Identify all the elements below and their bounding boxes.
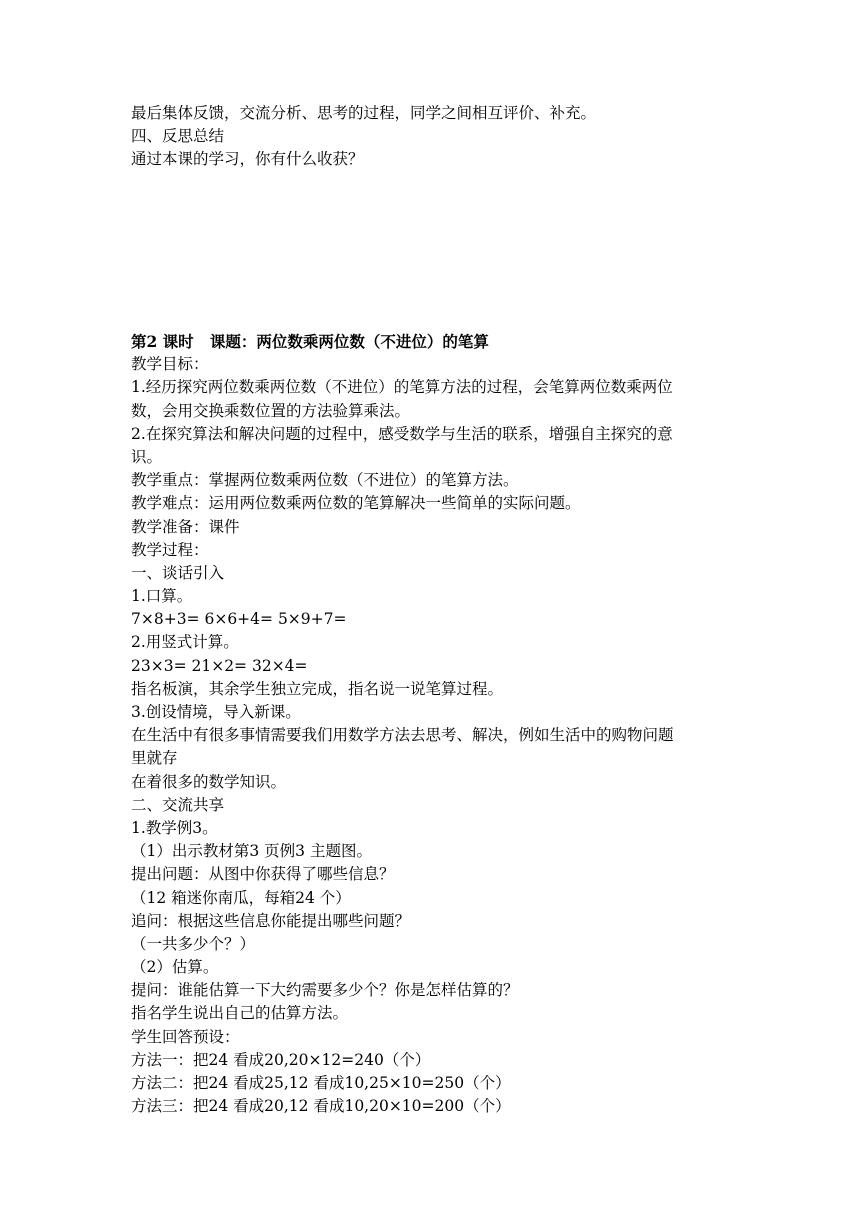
lesson-heading: 第2 课时 课题：两位数乘两位数（不进位）的笔算: [131, 332, 489, 351]
text-line: 3.创设情境，导入新课。: [131, 703, 301, 721]
text-line: 数，会用交换乘数位置的方法验算乘法。: [131, 401, 411, 420]
text-line: （1）出示教材第3 页例3 主题图。: [131, 842, 372, 861]
text-line: 在生活中有很多事情需要我们用数学方法去思考、解决，例如生活中的购物问题: [131, 726, 674, 745]
text-line: 识。: [131, 447, 163, 466]
text-line: （2）估算。: [131, 958, 219, 977]
text-line: 方法二：把24 看成25,12 看成10,25×10=250（个）: [131, 1074, 511, 1092]
text-line: 教学难点：运用两位数乘两位数的笔算解决一些简单的实际问题。: [131, 494, 581, 513]
text-line: 提出问题：从图中你获得了哪些信息？: [131, 865, 395, 884]
lesson-2-content: [131, 330, 741, 1118]
text-line: 23×3= 21×2= 32×4=: [131, 656, 308, 675]
text-line: 指名学生说出自己的估算方法。: [131, 1004, 349, 1023]
text-line: 1.教学例3。: [131, 818, 218, 837]
text-line: 教学过程：: [131, 540, 209, 559]
text-line: 指名板演，其余学生独立完成，指名说一说笔算过程。: [131, 679, 504, 698]
text-line: 方法三：把24 看成20,12 看成10,20×10=200（个）: [131, 1097, 511, 1116]
text-line: 最后集体反馈，交流分析、思考的过程，同学之间相互评价、补充。: [131, 104, 597, 122]
text-line: 在着很多的数学知识。: [131, 772, 287, 791]
text-line: 教学目标：: [131, 355, 209, 374]
text-line: 方法一：把24 看成20,20×12=240（个）: [131, 1050, 431, 1069]
text-line: 教学准备：课件: [131, 517, 240, 536]
section-heading: 一、谈话引入: [131, 563, 225, 582]
text-line: 追问：根据这些信息你能提出哪些问题？: [131, 911, 411, 930]
section-heading: 四、反思总结: [131, 127, 225, 146]
text-line: 通过本课的学习，你有什么收获？: [131, 150, 364, 169]
text-line: 2.在探究算法和解决问题的过程中，感受数学与生活的联系，增强自主探究的意: [131, 424, 673, 443]
text-line: 7×8+3= 6×6+4= 5×9+7=: [131, 610, 347, 629]
text-line: （12 箱迷你南瓜，每箱24 个）: [131, 888, 351, 907]
text-line: 里就存: [131, 749, 178, 768]
text-line: 教学重点：掌握两位数乘两位数（不进位）的笔算方法。: [131, 471, 519, 490]
text-line: 1.口算。: [131, 587, 193, 606]
text-line: （一共多少个？）: [131, 934, 256, 953]
text-line: 学生回答预设：: [131, 1027, 240, 1046]
previous-lesson-ending: [131, 102, 741, 172]
text-line: 1.经历探究两位数乘两位数（不进位）的笔算方法的过程，会笔算两位数乘两位: [131, 378, 673, 397]
text-line: 提问：谁能估算一下大约需要多少个？你是怎样估算的？: [131, 981, 519, 1000]
section-heading: 二、交流共享: [131, 795, 225, 814]
text-line: 2.用竖式计算。: [131, 633, 239, 652]
